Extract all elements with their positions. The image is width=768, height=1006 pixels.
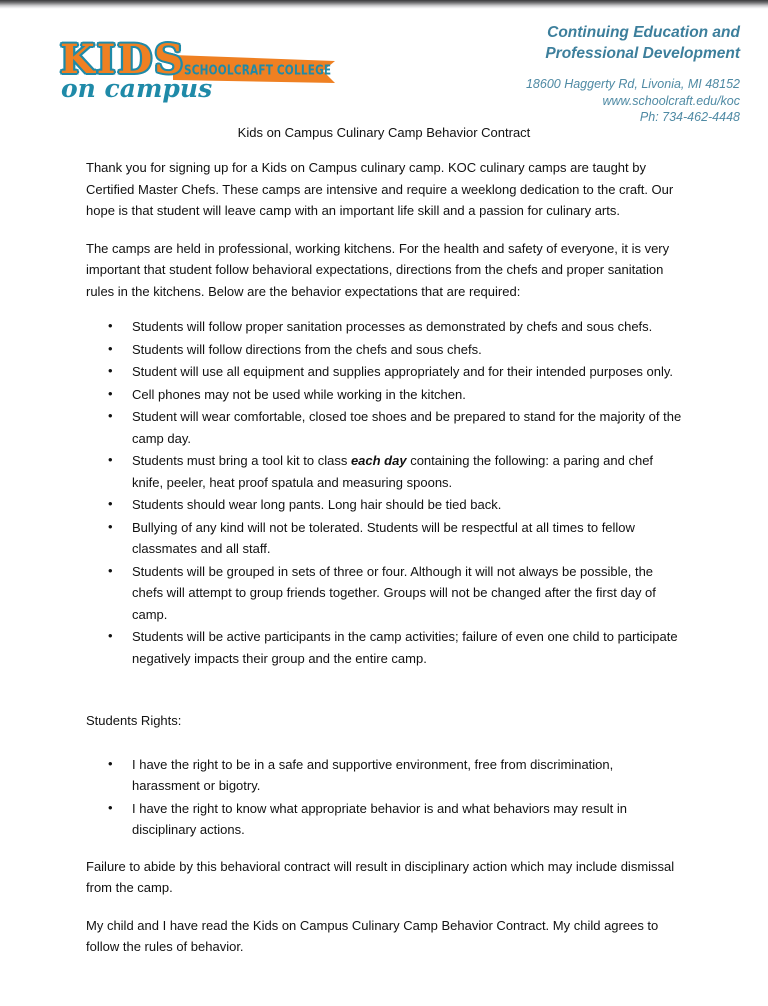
department-title <box>410 22 740 64</box>
list-item: • Student will wear comfortable, closed toe shoes and be prepared to stand for the majority of the camp day. <box>132 406 682 449</box>
list-item: • Student will use all equipment and supplies appropriately and for their intended purposes only. <box>132 361 682 383</box>
toolkit-text-before: Students must bring a tool kit to class <box>132 453 351 468</box>
intro-paragraph: Thank you for signing up for a Kids on Campus culinary camp. KOC culinary camps are taught by Certified Master Chefs. These camps are intensive and require a weeklong dedication to the craft. Our hope is that student will leave camp with an important life skill and a passion for culinary arts. <box>86 160 674 218</box>
viewer-top-edge <box>0 0 768 9</box>
department-title-line-2: Professional Development <box>545 45 740 62</box>
spacer <box>86 842 682 856</box>
list-item: • Cell phones may not be used while working in the kitchen. <box>132 384 682 406</box>
list-item: • Students will follow proper sanitation processes as demonstrated by chefs and sous chefs. <box>132 316 682 338</box>
students-rights-list <box>86 754 682 841</box>
list-item: • Bullying of any kind will not be tolerated. Students will be respectful at all times to fellow classmates and all staff. <box>132 517 682 560</box>
logo-on-campus-wordmark: on campus <box>61 74 213 103</box>
spacer <box>86 670 682 710</box>
agreement-paragraph: My child and I have read the Kids on Campus Culinary Camp Behavior Contract. My child agrees to follow the rules of behavior. <box>86 917 659 954</box>
students-rights-heading: Students Rights: <box>86 713 182 728</box>
contact-phone: Ph: 734-462-4448 <box>639 110 740 124</box>
contact-address: 18600 Haggerty Rd, Livonia, MI 48152 <box>525 77 740 91</box>
page-header <box>0 18 768 128</box>
contact-website[interactable]: www.schoolcraft.edu/koc <box>602 93 740 108</box>
list-item: • I have the right to be in a safe and supportive environment, free from discrimination, harassment or bigotry. <box>132 754 682 797</box>
list-item: • Students will be active participants in the camp activities; failure of even one child to participate negatively impacts their group and the entire camp. <box>132 626 682 669</box>
logo-kids-wordmark: KIDS <box>60 36 186 83</box>
kitchen-paragraph: The camps are held in professional, working kitchens. For the health and safety of everyone, it is very important that student follow behavioral expectations, directions from the chefs and proper sanitation rules in the kitchens. Below are the behavior expectations that are required: <box>86 240 670 299</box>
toolkit-text-after: containing the following: a paring and chef knife, peeler, heat proof spatula and measuring spoons. <box>132 453 654 490</box>
spacer <box>86 732 682 754</box>
list-item: • Students should wear long pants. Long hair should be tied back. <box>132 494 682 516</box>
list-item-toolkit <box>132 450 682 493</box>
toolkit-emphasis: each day <box>350 453 407 468</box>
pennant-schoolcraft-college-label: SCHOOLCRAFT COLLEGE <box>184 63 332 79</box>
list-item: • Students will be grouped in sets of three or four. Although it will not always be possible, the chefs will attempt to group friends together. Groups will not be changed after the first day of camp. <box>132 561 682 626</box>
list-item: • I have the right to know what appropriate behavior is and what behaviors may result in disciplinary actions. <box>132 798 682 841</box>
department-title-line-1: Continuing Education and <box>547 24 740 41</box>
page-title: Kids on Campus Culinary Camp Behavior Contract <box>237 125 531 140</box>
behavior-expectations-list <box>86 316 682 669</box>
failure-paragraph: Failure to abide by this behavioral contract will result in disciplinary action which may include dismissal from the camp. <box>86 858 675 895</box>
document-body <box>86 157 682 974</box>
kids-on-campus-logo <box>60 36 335 112</box>
list-item: • Students will follow directions from the chefs and sous chefs. <box>132 339 682 361</box>
contact-info <box>410 76 740 126</box>
